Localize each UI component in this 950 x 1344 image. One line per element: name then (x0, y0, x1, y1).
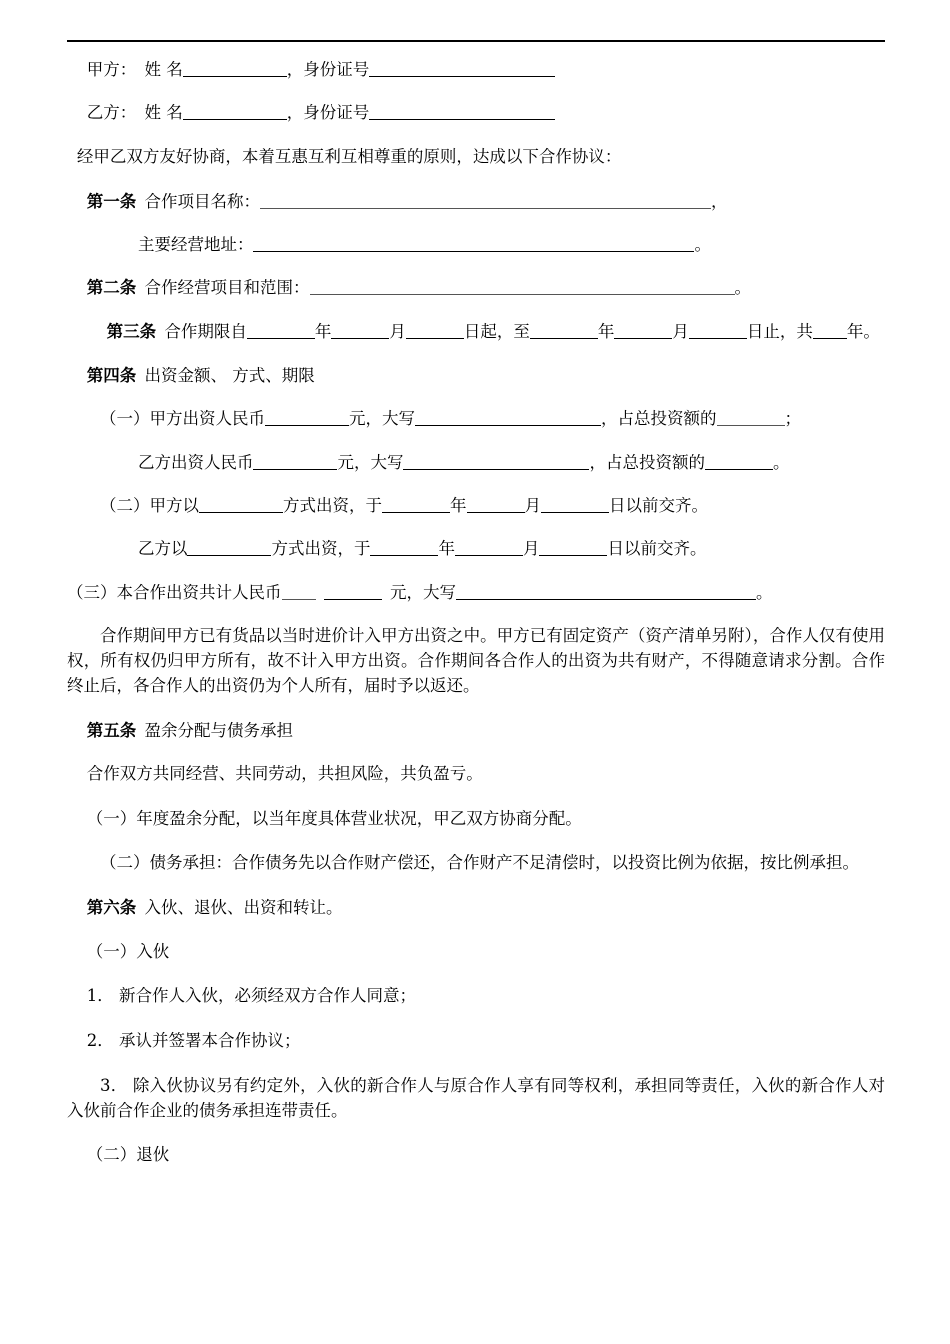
party-a-row (67, 58, 885, 81)
clause-3-end-year-blank[interactable] (530, 321, 598, 339)
clause-4-total-amount-blank-a[interactable] (282, 582, 316, 600)
clause-2-title: 合作经营项目和范围： (144, 278, 310, 298)
clause-4-party-a-pay-month-blank[interactable] (467, 495, 525, 513)
clause-4-party-b-pay-year-blank[interactable] (370, 538, 438, 556)
party-b-id-label: 身份证号 (303, 103, 370, 123)
clause-4-total-amount-blank-b[interactable] (324, 582, 382, 600)
clause-4-row (67, 364, 885, 387)
clause-6-title: 入伙、退伙、出资和转让。 (144, 898, 343, 918)
clause-4-item-2-day-b: 日以前交齐。 (607, 539, 707, 559)
clause-4-item-3-unit: 元，大写 (390, 582, 456, 602)
party-a-comma: ， (286, 60, 304, 79)
clause-4-party-b-amount-blank[interactable] (253, 451, 337, 469)
clause-3-year-label: 年 (314, 321, 332, 341)
clause-5-lead: 合作双方共同经营、共同劳动，共担风险，共负盈亏。 (86, 763, 483, 783)
clause-3-month2-label: 月 (672, 321, 689, 341)
clause-4-total-amount-words-blank[interactable] (456, 582, 756, 600)
clause-4-party-b-amount-words-blank[interactable] (403, 451, 589, 469)
clause-4-item-2-party-b (67, 537, 885, 560)
clause-1-address-end-punct: 。 (694, 235, 711, 255)
clause-4-item-1-text-a: 甲方出资人民币 (149, 409, 265, 429)
clause-4-title: 出资金额、 方式、期限 (144, 365, 315, 385)
clause-4-item-3-end: 。 (756, 582, 773, 602)
clause-3-start-day-blank[interactable] (406, 321, 464, 339)
party-b-comma: ， (286, 103, 304, 123)
clause-4-item-2-mode: 方式出资，于 (283, 496, 382, 516)
clause-4-item-3-marker: （三） (67, 582, 117, 602)
party-b-row (67, 101, 885, 124)
clause-3-number: 第三条 (106, 321, 157, 341)
clause-2-row (67, 276, 885, 299)
party-a-id-blank[interactable] (369, 59, 555, 77)
clause-5-title: 盈余分配与债务承担 (144, 720, 294, 740)
clause-6-number: 第六条 (86, 898, 137, 918)
clause-4-party-a-pay-year-blank[interactable] (382, 495, 450, 513)
party-b-name-label: 姓 名 (144, 103, 183, 123)
clause-4-item-3-total (67, 581, 885, 604)
clause-4-item-3-text: 本合作出资共计人民币 (116, 582, 282, 602)
document-body (67, 58, 885, 1183)
clause-3-row (67, 320, 885, 344)
clause-5-row (67, 719, 885, 742)
party-b-label: 乙方： (86, 103, 137, 123)
clause-6-numbered-item-1: 1． 新合作人入伙，必须经双方合作人同意； (86, 986, 417, 1006)
clause-4-party-b-pay-month-blank[interactable] (455, 538, 523, 556)
party-b-id-blank[interactable] (369, 102, 555, 120)
header-rule (67, 40, 885, 42)
clause-4-item-1-end: ； (784, 409, 801, 429)
clause-1-address-row (67, 233, 885, 256)
clause-3-end-day-blank[interactable] (689, 321, 747, 339)
clause-4-number: 第四条 (86, 365, 137, 385)
clause-4-party-a-pay-day-blank[interactable] (541, 495, 609, 513)
clause-3-day-end-label: 日止，共 (746, 321, 813, 341)
clause-5-number: 第五条 (86, 720, 137, 740)
clause-1-number: 第一条 (86, 191, 137, 211)
clause-4-item-1-ratio-label-b: ，占总投资额的 (589, 452, 705, 472)
clause-2-end-punct: 。 (734, 278, 752, 298)
clause-4-party-b-pay-day-blank[interactable] (539, 538, 607, 556)
clause-6-numbered-item-2: 2． 承认并签署本合作协议； (86, 1031, 301, 1051)
clause-2-scope-blank[interactable] (310, 277, 735, 295)
clause-4-item-2-text-b: 乙方以 (137, 539, 188, 559)
clause-4-item-2-mode-b: 方式出资，于 (271, 539, 371, 559)
clause-4-party-b-ratio-blank[interactable] (705, 451, 773, 469)
clause-3-start-year-blank[interactable] (247, 321, 315, 339)
clause-4-item-1-unit: 元，大写 (349, 409, 415, 429)
clause-4-item-1-text-b: 乙方出资人民币 (137, 452, 254, 472)
clause-4-party-a-amount-words-blank[interactable] (415, 408, 601, 426)
clause-6-sub-b: （二）退伙 (86, 1145, 170, 1165)
clause-4-item-1-ratio-label: ，占总投资额的 (601, 409, 717, 429)
clause-6-numbered-item-3: 3． 除入伙协议另有约定外，入伙的新合作人与原合作人享有同等权利，承担同等责任，入伙的新合作人对入伙前合作企业的债务承担连带责任。 (67, 1075, 885, 1120)
clause-3-end-month-blank[interactable] (614, 321, 672, 339)
party-a-id-label: 身份证号 (303, 60, 370, 79)
clause-1-address-blank[interactable] (253, 234, 694, 252)
clause-2-number: 第二条 (86, 278, 137, 298)
clause-4-item-1-marker: （一） (100, 409, 150, 429)
clause-1-title: 合作项目名称： (144, 191, 261, 211)
clause-1-end-punct: ， (711, 191, 728, 211)
clause-6-sub-a: （一）入伙 (86, 941, 170, 961)
clause-3-year2-label: 年 (597, 321, 615, 341)
clause-4-party-a-mode-blank[interactable] (199, 495, 283, 513)
clause-4-item-2-month: 月 (524, 496, 541, 516)
clause-3-day-start-label: 日起，至 (463, 321, 530, 341)
preamble-paragraph: 经甲乙双方友好协商，本着互惠互利互相尊重的原则，达成以下合作协议： (76, 146, 622, 166)
clause-3-lead: 合作期限自 (164, 321, 247, 341)
clause-4-item-2-year: 年 (450, 496, 467, 516)
clause-4-item-2-party-a (67, 494, 885, 517)
clause-4-item-1-party-a (67, 407, 885, 430)
clause-4-party-a-ratio-blank[interactable] (717, 408, 785, 426)
clause-4-party-a-amount-blank[interactable] (265, 408, 349, 426)
party-a-name-label: 姓 名 (144, 60, 183, 79)
clause-6-row (67, 896, 885, 919)
clause-5-item-2: （二）债务承担：合作债务先以合作财产偿还，合作财产不足清偿时，以投资比例为依据，按比例承担。 (100, 853, 859, 873)
clause-1-address-label: 主要经营地址： (137, 235, 254, 255)
clause-1-project-name-blank[interactable] (260, 190, 711, 208)
clause-3-start-month-blank[interactable] (331, 321, 389, 339)
clause-1-row (67, 190, 885, 213)
clause-4-item-2-year-b: 年 (438, 539, 455, 559)
clause-3-total-years-blank[interactable] (813, 321, 847, 339)
clause-4-item-1-end-b: 。 (772, 452, 790, 472)
clause-4-item-2-marker: （二） (100, 496, 150, 516)
clause-3-month-label: 月 (389, 321, 406, 341)
party-a-name-blank[interactable] (183, 59, 287, 77)
clause-4-explanation-paragraph: 合作期间甲方已有货品以当时进价计入甲方出资之中。甲方已有固定资产（资产清单另附），合作人仅有使用权，所有权仍归甲方所有，故不计入甲方出资。合作期间各合作人的出资为共有财产，不得随意请求分割。合作终止后，各合作人的出资仍为个人所有，届时予以返还。 (67, 626, 885, 695)
clause-5-item-1: （一）年度盈余分配，以当年度具体营业状况，甲乙双方协商分配。 (86, 808, 582, 828)
clause-4-item-2-day: 日以前交齐。 (609, 496, 708, 516)
clause-3-tail: 年。 (846, 321, 880, 341)
clause-4-item-2-text-a: 甲方以 (149, 496, 199, 516)
party-b-name-blank[interactable] (183, 102, 287, 120)
clause-4-party-b-mode-blank[interactable] (187, 538, 271, 556)
clause-4-item-1-unit-b: 元，大写 (337, 452, 404, 472)
clause-4-item-1-party-b (67, 451, 885, 474)
party-a-label: 甲方： (86, 60, 137, 79)
clause-4-item-2-month-b: 月 (522, 539, 540, 559)
